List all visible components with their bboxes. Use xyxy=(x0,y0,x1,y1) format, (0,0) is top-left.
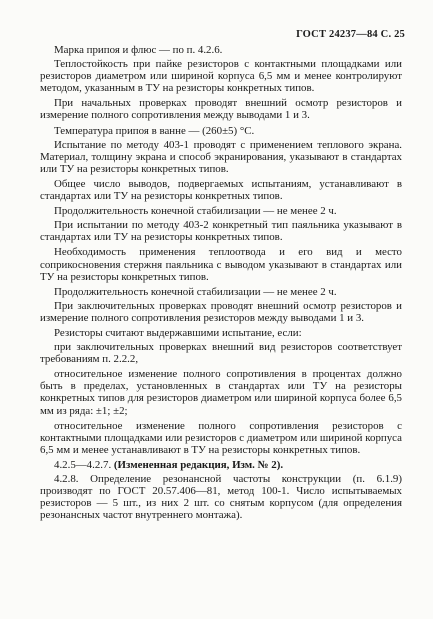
page-header: ГОСТ 24237—84 С. 25 xyxy=(296,29,405,40)
revision-note: (Измененная редакция, Изм. № 2). xyxy=(113,458,284,471)
paragraph: Продолжительность конечной стабилизации — не менее 2 ч. xyxy=(54,285,337,298)
document-body xyxy=(40,44,402,524)
paragraph: При испытании по методу 403-2 конкретный тип паяльника указывают в стандартах или ТУ на резисторы конкретных типов. xyxy=(40,219,402,244)
paragraph: Теплостойкость при пайке резисторов с контактными площадками или резисторов диаметром или шириной корпуса 6,5 мм и менее контролируют методом, указанным в ТУ на резисторы конкретных типов. xyxy=(40,58,402,95)
paragraph: Марка припоя и флюс — по п. 4.2.6. xyxy=(54,44,223,56)
paragraph: Резисторы считают выдержавшими испытание, если: xyxy=(54,326,302,339)
paragraph: При заключительных проверках проводят внешний осмотр резисторов и измерение полного сопротивления резисторов между выводами 1 и 3. xyxy=(40,299,402,324)
revision-line xyxy=(40,459,402,471)
paragraph-4-2-8: 4.2.8. Определение резонансной частоты конструкции (п. 6.1.9) производят по ГОСТ 20.57.406—81, метод 100-1. Число испытываемых резисторов — 5 шт., из них 2 шт. со снятым корпусом (для определения резонансных частот внутреннего монтажа). xyxy=(40,473,402,522)
paragraph: Испытание по методу 403-1 проводят с применением теплового экрана. Материал, толщину экрана и способ экранирования, указывают в стандартах или ТУ на резисторы конкретных типов. xyxy=(40,138,402,175)
revision-number: 4.2.5—4.2.7. xyxy=(54,458,112,471)
paragraph: При начальных проверках проводят внешний осмотр резисторов и измерение полного сопротивления между выводами 1 и 3. xyxy=(40,97,402,122)
paragraph: относительное изменение полного сопротивления в процентах должно быть в пределах, установленных в стандартах или ТУ на резисторы конкретных типов для резисторов диаметром или шириной корпуса более 6,5 мм из ряда: ±1; ±2; xyxy=(40,368,402,417)
paragraph: при заключительных проверках внешний вид резисторов соответствует требованиям п. 2.2.2, xyxy=(40,341,402,366)
paragraph: Температура припоя в ванне — (260±5) °С. xyxy=(54,124,255,137)
paragraph: относительное изменение полного сопротивления резисторов с контактными площадками или резисторов с диаметром или шириной корпуса 6,5 мм и менее устанавливают в ТУ на резисторы конкретных типов. xyxy=(40,419,402,456)
paragraph: Общее число выводов, подвергаемых испытаниям, устанавливают в стандартах или ТУ на резисторы конкретных типов. xyxy=(40,177,402,203)
paragraph: Продолжительность конечной стабилизации — не менее 2 ч. xyxy=(54,205,337,218)
paragraph: Необходимость применения теплоотвода и его вид и место соприкосновения стержня паяльника с выводом указывают в стандартах или ТУ на резисторы конкретных типов. xyxy=(40,246,402,283)
